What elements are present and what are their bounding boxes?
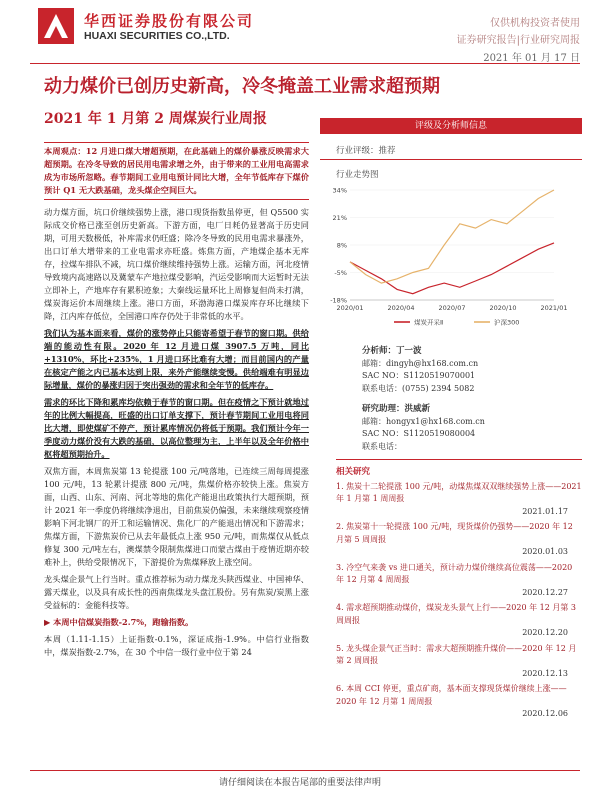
report-sub-title: 2021 年 1 月第 2 周煤炭行业周报: [44, 111, 267, 127]
x-tick-label: 2020/07: [438, 304, 466, 312]
analyst-2-sac: SAC NO：S1120519080004: [362, 429, 476, 438]
report-date: 2021 年 01 月 17 日: [483, 53, 580, 64]
analyst-1-email: 邮箱：dingyh@hx168.com.cn: [362, 358, 479, 368]
y-tick-label: -5%: [334, 269, 347, 277]
sidebar: [320, 118, 582, 724]
logo-company-name-en: HUAXI SECURITIES CO.,LTD.: [84, 30, 230, 42]
related-item-date: 2020.12.20: [522, 628, 568, 637]
rating-value: 推荐: [378, 146, 396, 156]
related-research-title: 相关研究: [336, 467, 371, 477]
x-tick-label: 2020/01: [336, 304, 364, 312]
related-item[interactable]: 4. 需求超预期推动煤价，煤炭龙头景气上行——2020 年 12 月第 3 周周报: [336, 603, 576, 625]
x-tick-label: 2021/01: [540, 304, 568, 312]
related-item[interactable]: 2. 焦炭第十一轮提涨 100 元/吨，现货煤价仍强势——2020 年 12 月第 5 周周报: [336, 522, 573, 544]
coking-coal-paragraph: 双焦方面，本周焦炭第 13 轮提涨 100 元/吨落地，已连续三周每周提涨 100 元/吨，13 轮累计提涨 800 元/吨，焦煤价格亦较快上涨。焦炭方面，山西、山东、河南、河北等地的焦化产能退出政策执行大超预期，预计 2021 年一季度仍将继续净退出，目前焦炭仍偏强，未来继续观察疫情影响下河北钢厂的开工和运输情况、焦化厂的产能退出情况和下游需求；焦煤方面，下游焦炭价已从去年最低点上涨 950 元/吨，而焦煤仅从低点修复 300 元/吨左右，澳煤禁令限制焦煤进口而蒙古煤由于疫情近期亦较难补上，供给受限情况下，下游提价为焦煤释放上涨空间。: [44, 466, 309, 567]
legend-label: 煤炭开采Ⅱ: [414, 318, 444, 327]
industry-trend-chart: [324, 184, 578, 334]
sidebar-header: 评级及分析师信息: [320, 118, 582, 134]
footer-divider: [30, 770, 580, 771]
related-item[interactable]: 1. 焦炭十二轮提涨 100 元/吨，动煤焦煤双双继续强势上涨——2021 年 1 月第 1 周周报: [336, 481, 582, 503]
index-performance-lead: ▶ 本周中信煤炭指数-2.7%，跑输指数。: [44, 617, 194, 627]
industry-rating: [320, 144, 582, 160]
x-tick-label: 2020/10: [489, 304, 517, 312]
analyst-2-email: 邮箱：hongyx1@hx168.com.cn: [362, 416, 485, 426]
y-tick-label: 21%: [332, 214, 347, 222]
analyst-info-2: [320, 403, 582, 453]
analyst-2-name: 研究助理：洪威新: [362, 404, 431, 414]
audience-note: 仅供机构投资者使用: [490, 18, 580, 29]
rating-label: 行业评级：: [336, 146, 379, 156]
analyst-2-phone: 联系电话：: [362, 441, 402, 451]
chart-title: 行业走势图: [336, 170, 379, 180]
index-performance-paragraph: 本周（1.11-1.15）上证指数-0.1%，深证成指-1.9%。中信行业指数中，煤炭指数-2.7%，在 30 个中信一级行业中位于第 24: [44, 634, 309, 657]
y-tick-label: 8%: [336, 241, 347, 250]
logo-company-name-cn: 华西证券股份有限公司: [84, 12, 255, 30]
related-item[interactable]: 3. 冷空气来袭 vs 进口通关，预计动力煤价继续高位震荡——2020 年 12 月第 4 周周报: [336, 562, 573, 584]
sidebar-divider: [336, 459, 582, 460]
thermal-coal-paragraph: 动力煤方面，坑口价继续强势上涨，港口现货指数虽停更，但 Q5500 实际成交价格已涨至创历史新高。下游方面，电厂日耗仍显著高于历史同期，可用天数极低，补库需求仍旺盛；除冷冬导致的民用电需求暴涨外，出口订单大增带来的工业电需求亦旺盛。炼焦方面，产地煤企基本无库存，拉煤车排队不减，坑口煤价继续维持强势上涨。运输方面，河北疫情导致境内高速路以及冀蒙车产地拉煤受影响，汽运受影响而大运暂时无法立即补上，产地库存有累积迹象；大秦线运量环比上周修复但尚未打满，煤炭海运价本周继续上涨。港口方面，环渤海港口煤炭库存环比继续下降，江内库存低位，全国港口库存仍处于非常低的水平。: [44, 207, 309, 321]
index-performance-lead-text: 本周中信煤炭指数-2.7%，跑输指数。: [53, 617, 194, 627]
supply-view-paragraph: 我们认为基本面来看，煤价的涨势停止只能寄希望于春节的窗口期。供给端的能动性有限。2020 年 12 月进口煤 3907.5 万吨，同比 +1310%，环比+235%，1 月进口环比难有大增；而目前国内的产量在核定产能之内已基本达到上限，来外产能继续变慢。供给端难有明显边际增量，煤价的暴涨归因于突出强劲的需求和全年节的低库存。: [44, 328, 309, 390]
series-line-1: [350, 243, 554, 294]
report-main-title: 动力煤价已创历史新高，冷冬掩盖工业需求超预期: [44, 76, 440, 97]
huaxi-logo-icon: [36, 6, 76, 46]
related-item[interactable]: 5. 龙头煤企景气正当时：需求大超预期推升煤价——2020 年 12 月第 2 周周报: [336, 643, 577, 665]
analyst-1-name: 分析师：丁一波: [362, 346, 422, 356]
related-item-date: 2020.12.13: [522, 668, 568, 678]
series-line-2: [350, 190, 554, 283]
y-tick-label: -18%: [330, 296, 347, 305]
demand-view-paragraph: 需求的环比下降和累库均依赖于春节的窗口期。但在疫情之下预计就地过年的比例大幅提高，旺盛的出口订单支撑下，预计春节期间工业用电将同比大增，即使煤矿不停产，预计累库情况仍将低于预期。我们预计今年一季度动力煤价没有大跌的基础，以高位整理为主，上半年以及全年价格中枢将超预期抬升。: [44, 397, 309, 459]
legend-label: 沪深300: [494, 318, 520, 327]
y-tick-label: 34%: [332, 186, 347, 195]
summary-lead: 本周观点：: [44, 146, 86, 156]
related-item-date: 2021.01.17: [522, 506, 568, 516]
analyst-1-phone: 联系电话：(0755) 2394 5082: [362, 383, 475, 393]
related-item[interactable]: 6. 本周 CCI 停更，重点矿商，基本面支撑现货煤价继续上涨——2020 年 12 月第 1 周周报: [336, 684, 567, 706]
x-tick-label: 2020/04: [387, 304, 415, 312]
related-item-date: 2020.12.27: [522, 587, 568, 597]
legal-notice: 请仔细阅读在本报告尾部的重要法律声明: [218, 778, 381, 788]
summary-paragraph: [44, 142, 309, 200]
related-research: [320, 466, 582, 721]
report-category: 证券研究报告|行业研究周报: [456, 35, 580, 46]
recommendation-paragraph: 龙头煤企景气上行当时。重点推荐标为动力煤龙头陕西煤业、中国神华、露天煤业，以及具有成长性的西南焦煤龙头盘江股份。另有焦炭/炭黑上涨受益标的：金能科技等。: [44, 574, 309, 610]
analyst-info-1: [320, 345, 582, 395]
related-item-date: 2020.12.06: [522, 709, 568, 718]
header-divider: [30, 63, 580, 64]
related-item-date: 2020.01.03: [522, 547, 568, 556]
summary-text: 12 月进口煤大增超预期，在此基础上的煤价暴涨反映需求大超预期。在冷冬导致的居民用电需求增之外，由于带来的工业用电高需求成为市场所忽略。春节期间工业用电预计同比大增，全年节低库存下煤价预计 Q1 无大跌基础，龙头煤企空间巨大。: [44, 146, 309, 195]
body-column: [44, 142, 309, 663]
analyst-1-sac: SAC NO：S1120519070001: [362, 371, 476, 380]
